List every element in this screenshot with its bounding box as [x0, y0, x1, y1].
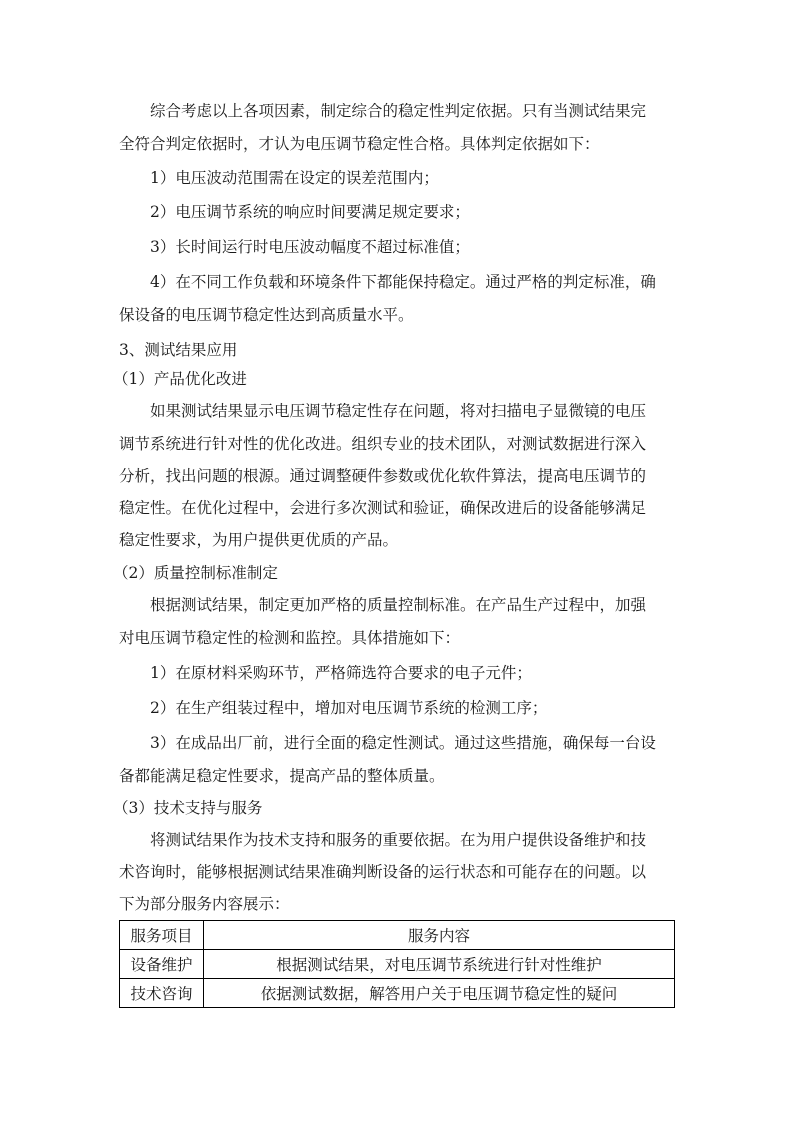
table-row — [120, 979, 675, 1008]
table-row — [120, 950, 675, 979]
sub-3-heading: （3）技术支持与服务 — [113, 799, 263, 817]
sub-1-line-4: 稳定性。在优化过程中，会进行多次测试和验证，确保改进后的设备能够满足 — [119, 499, 647, 517]
table-cell: 设备维护 — [120, 950, 204, 979]
measure-3-line-1: 3）在成品出厂前，进行全面的稳定性测试。通过这些措施，确保每一台设 — [150, 734, 656, 752]
measure-2: 2）在生产组装过程中，增加对电压调节系统的检测工序； — [150, 699, 548, 717]
sub-3-line-3: 下为部分服务内容展示： — [119, 895, 290, 913]
sub-2-line-2: 对电压调节稳定性的检测和监控。具体措施如下： — [119, 629, 461, 647]
sub-2-heading: （2）质量控制标准制定 — [113, 564, 278, 582]
measure-1: 1）在原材料采购环节，严格筛选符合要求的电子元件； — [150, 664, 532, 682]
table-header-cell: 服务项目 — [120, 921, 204, 950]
criterion-3: 3）长时间运行时电压波动幅度不超过标准值； — [150, 238, 470, 256]
sub-3-line-1: 将测试结果作为技术支持和服务的重要依据。在为用户提供设备维护和技 — [150, 831, 647, 849]
table-cell: 技术咨询 — [120, 979, 204, 1008]
criterion-1: 1）电压波动范围需在设定的误差范围内； — [150, 169, 439, 187]
sub-3-line-2: 术咨询时，能够根据测试结果准确判断设备的运行状态和可能存在的问题。以 — [119, 863, 647, 881]
sub-2-line-1: 根据测试结果，制定更加严格的质量控制标准。在产品生产过程中，加强 — [150, 596, 647, 614]
section-3-heading: 3、测试结果应用 — [119, 341, 238, 359]
table-cell: 依据测试数据，解答用户关于电压调节稳定性的疑问 — [204, 979, 675, 1008]
intro-line-2: 全符合判定依据时，才认为电压调节稳定性合格。具体判定依据如下： — [119, 135, 600, 153]
table-cell: 根据测试结果，对电压调节系统进行针对性维护 — [204, 950, 675, 979]
table-header-cell: 服务内容 — [204, 921, 675, 950]
criterion-4-line-2: 保设备的电压调节稳定性达到高质量水平。 — [119, 306, 414, 324]
sub-1-heading: （1）产品优化改进 — [113, 370, 247, 388]
criterion-4-line-1: 4）在不同工作负载和环境条件下都能保持稳定。通过严格的判定标准，确 — [150, 273, 656, 291]
sub-1-line-3: 分析，找出问题的根源。通过调整硬件参数或优化软件算法，提高电压调节的 — [119, 467, 647, 485]
intro-line-1: 综合考虑以上各项因素，制定综合的稳定性判定依据。只有当测试结果完 — [150, 102, 647, 120]
service-table — [119, 920, 675, 1008]
table-header-row — [120, 921, 675, 950]
sub-1-line-1: 如果测试结果显示电压调节稳定性存在问题，将对扫描电子显微镜的电压 — [150, 402, 647, 420]
measure-3-line-2: 备都能满足稳定性要求，提高产品的整体质量。 — [119, 767, 445, 785]
sub-1-line-5: 稳定性要求，为用户提供更优质的产品。 — [119, 531, 399, 549]
criterion-2: 2）电压调节系统的响应时间要满足规定要求； — [150, 203, 470, 221]
sub-1-line-2: 调节系统进行针对性的优化改进。组织专业的技术团队，对测试数据进行深入 — [119, 435, 647, 453]
